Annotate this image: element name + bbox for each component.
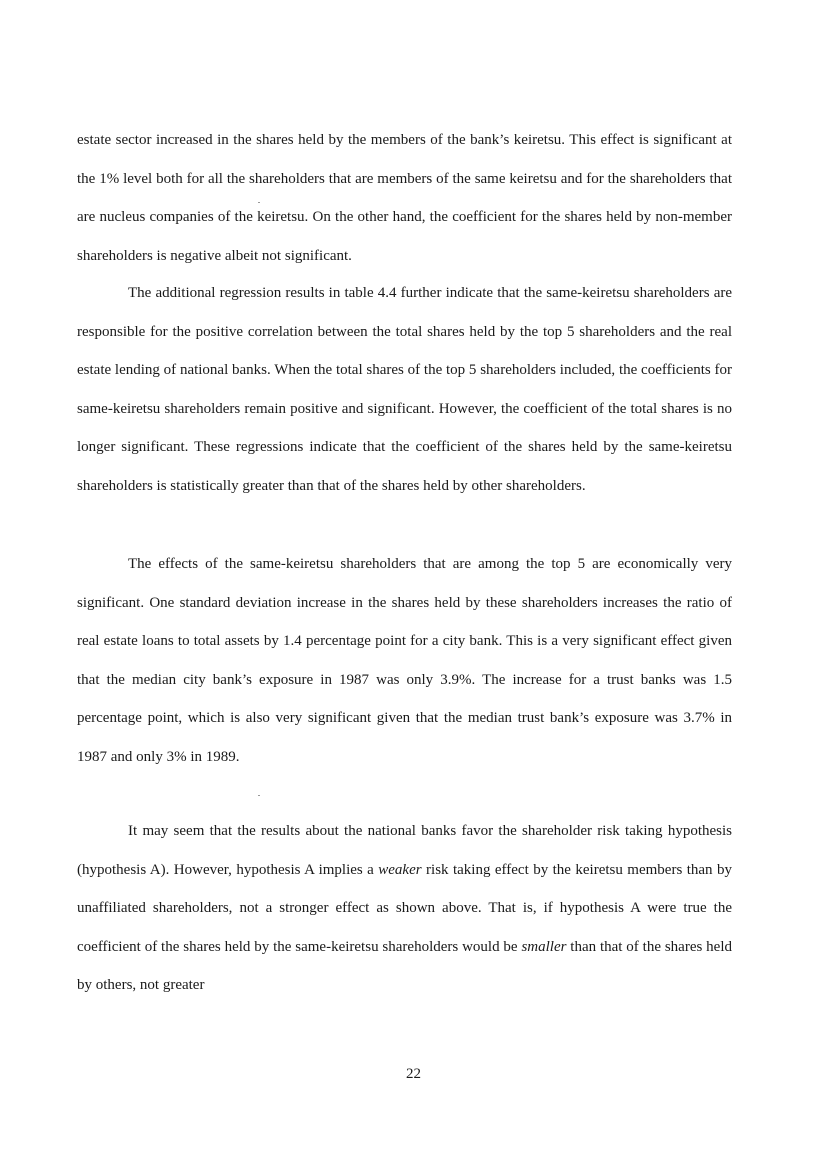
paragraph-text: It may seem that the results about the national banks favor the shareholder risk taking hypothesis (hypothesis A). However, hypothesis A implies a — [77, 823, 732, 878]
emphasis-weaker: weaker — [378, 861, 422, 878]
paragraph-text: The additional regression results in table 4.4 further indicate that the same-keiretsu shareholders are responsible for the positive correlation between the total shares held by the top 5 shareholders and the real estate lending of national banks. When the total shares of the top 5 shareholders included, the coefficients for same-keiretsu shareholders remain positive and significant. However, the coefficient of the total shares is no longer significant. These regressions indicate that the coefficient of the shares held by the same-keiretsu shareholders is statistically greater than that of the shares held by other shareholders. — [77, 285, 732, 494]
paragraph-text: than that of the shares held by others, not greater — [77, 938, 732, 993]
paragraph-regression-results — [77, 274, 732, 505]
paragraph-text: The effects of the same-keiretsu shareholders that are among the top 5 are economically very significant. One standard deviation increase in the shares held by these shareholders increases the ratio of real estate loans to total assets by 1.4 percentage point for a city bank. This is a very significant effect given that the median city bank’s exposure in 1987 was only 3.9%. The increase for a trust banks was 1.5 percentage point, which is also very significant given that the median trust bank’s exposure was 3.7% in 1987 and only 3% in 1989. — [77, 556, 732, 765]
emphasis-smaller: smaller — [521, 938, 567, 955]
paragraph-keiretsu-effect — [77, 121, 732, 275]
scan-speck — [258, 202, 260, 203]
paragraph-hypothesis-a — [77, 812, 732, 1005]
paragraph-text: risk taking effect by the keiretsu members than by unaffiliated shareholders, not a stronger effect as shown above. That is, if hypothesis A were true the coefficient of the shares held by the same-keiretsu shareholders would be — [77, 861, 732, 955]
paragraph-text: estate sector increased in the shares held by the members of the bank’s keiretsu. This effect is significant at the 1% level both for all the shareholders that are members of the same keiretsu and for the shareholders that are nucleus companies of the keiretsu. On the other hand, the coefficient for the shares held by non-member shareholders is negative albeit not significant. — [77, 132, 732, 264]
scan-speck — [258, 795, 260, 796]
page-number: 22 — [406, 1066, 421, 1082]
paragraph-economic-significance — [77, 545, 732, 776]
